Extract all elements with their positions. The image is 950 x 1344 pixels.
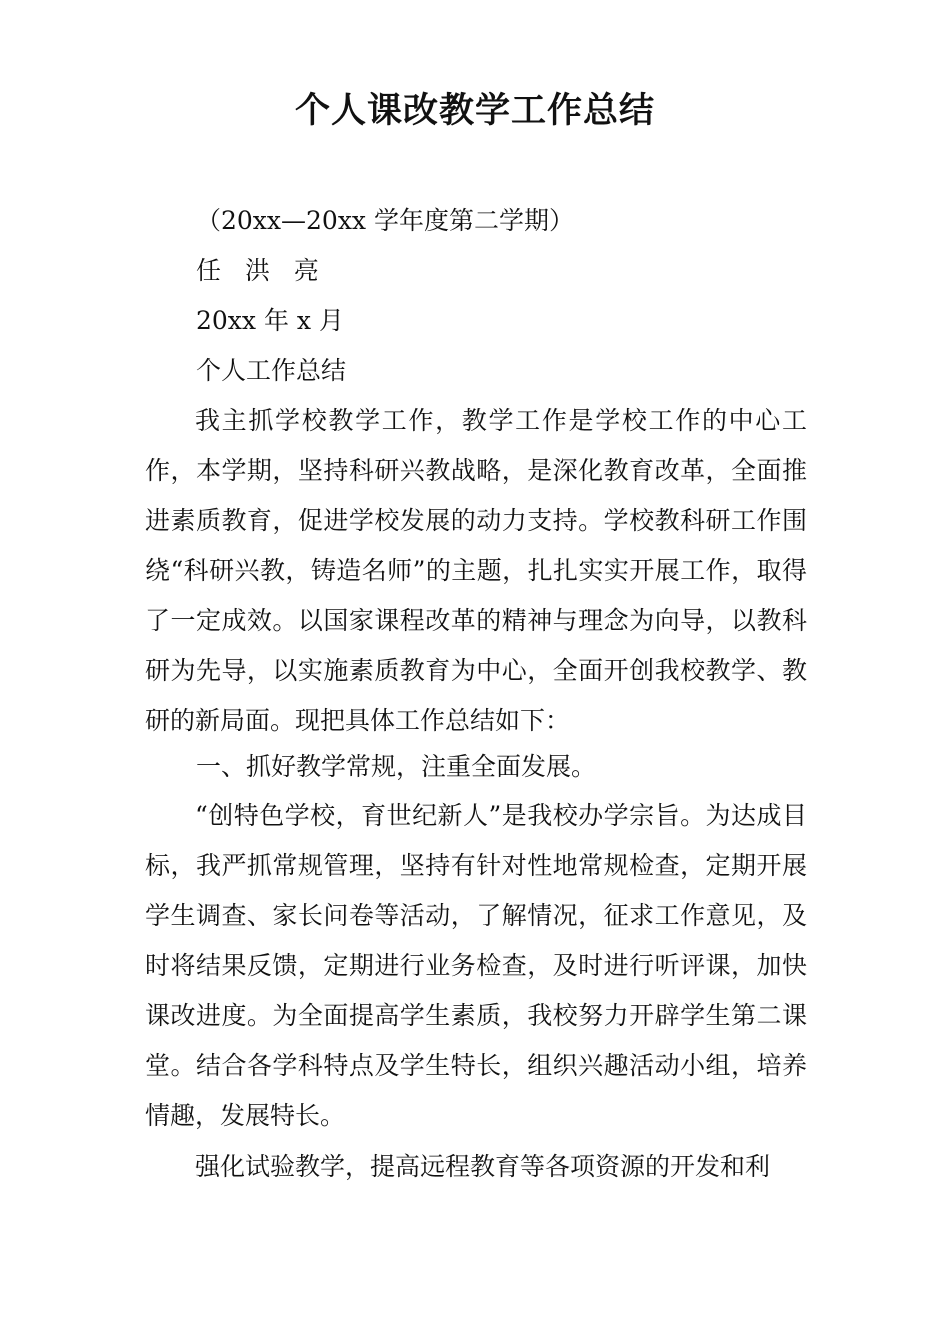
subtitle-line: 个人工作总结 <box>196 356 347 385</box>
author-line: 任 洪 亮 <box>196 256 327 285</box>
date-line: 20xx 年 x 月 <box>196 306 344 335</box>
document-title: 个人课改教学工作总结 <box>294 90 655 131</box>
section-heading-1: 一、抓好教学常规，注重全面发展。 <box>196 752 597 781</box>
paragraph-continued: 强化试验教学，提高远程教育等各项资源的开发和利 <box>195 1152 771 1181</box>
term-line: （20xx—20xx 学年度第二学期） <box>196 206 574 235</box>
paragraph-intro: 我主抓学校教学工作，教学工作是学校工作的中心工作，本学期，坚持科研兴教战略，是深化教育改革，全面推进素质教育，促进学校发展的动力支持。学校教科研工作围绕“科研兴教，铸造名师”的主题，扎扎实实开展工作，取得了一定成效。以国家课程改革的精神与理念为向导，以教科研为先导，以实施素质教育为中心，全面开创我校教学、教研的新局面。现把具体工作总结如下： <box>145 406 807 735</box>
paragraph-section-1: “创特色学校，育世纪新人”是我校办学宗旨。为达成目标，我严抓常规管理，坚持有针对性地常规检查，定期开展学生调查、家长问卷等活动，了解情况，征求工作意见，及时将结果反馈，定期进行业务检查，及时进行听评课，加快课改进度。为全面提高学生素质，我校努力开辟学生第二课堂。结合各学科特点及学生特长，组织兴趣活动小组，培养情趣，发展特长。 <box>145 801 807 1130</box>
